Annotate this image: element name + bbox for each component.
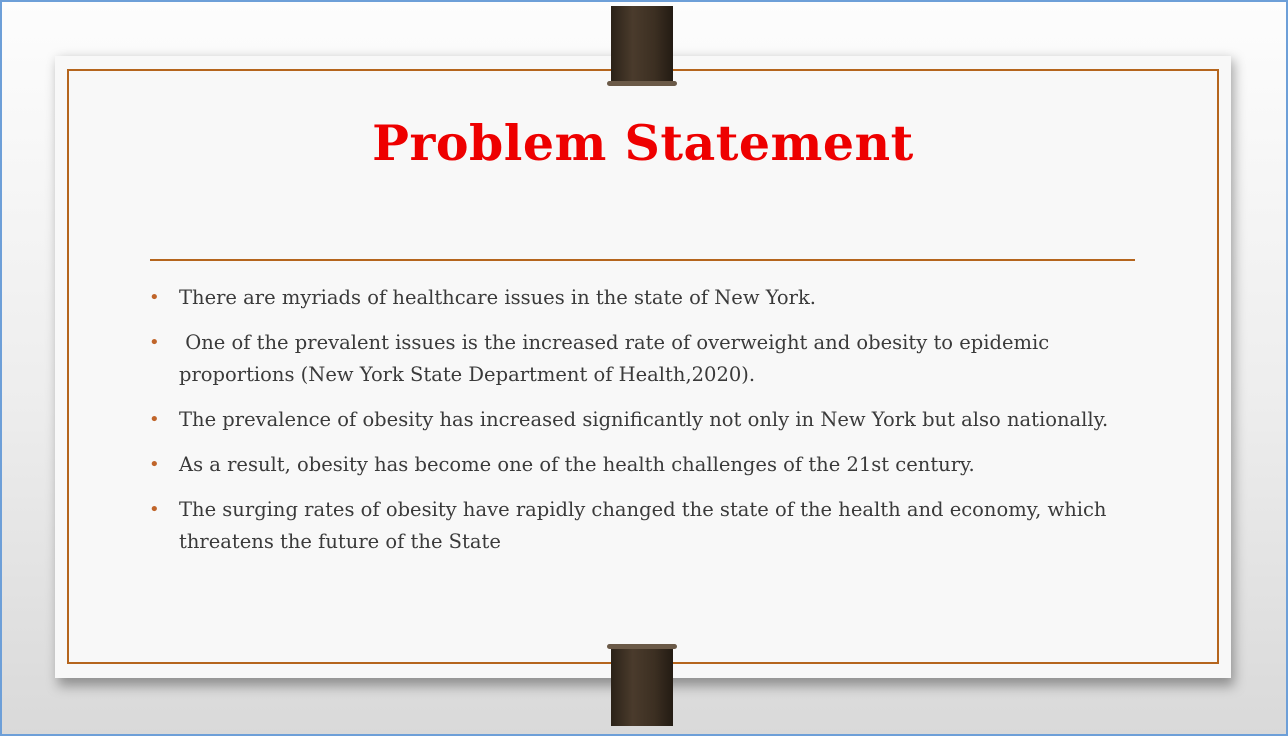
- bullet-item[interactable]: [149, 327, 1109, 391]
- bullet-item[interactable]: [149, 282, 1109, 314]
- bottom-strap-icon: [611, 646, 673, 726]
- bullet-item[interactable]: [149, 494, 1109, 558]
- bullet-icon: •: [149, 499, 160, 520]
- top-strap-icon: [611, 6, 673, 84]
- bullet-text: The prevalence of obesity has increased significantly not only in New York but also nationally.: [179, 408, 1109, 431]
- title-divider: [150, 259, 1135, 261]
- bullet-icon: •: [149, 332, 160, 353]
- bullet-text: As a result, obesity has become one of the health challenges of the 21st century.: [179, 453, 975, 476]
- bullet-text: There are myriads of healthcare issues in the state of New York.: [179, 286, 816, 309]
- bullet-list[interactable]: [149, 282, 1109, 571]
- bullet-icon: •: [149, 454, 160, 475]
- bullet-icon: •: [149, 409, 160, 430]
- slide-title[interactable]: Problem Statement: [372, 114, 914, 172]
- bullet-item[interactable]: [149, 404, 1109, 436]
- bullet-item[interactable]: [149, 449, 1109, 481]
- bullet-text: One of the prevalent issues is the increased rate of overweight and obesity to epidemic proportions (New York State Department of Health,2020).: [179, 331, 1056, 386]
- bottom-strap-cap: [607, 644, 677, 649]
- slide-card[interactable]: [55, 56, 1231, 678]
- bullet-text: The surging rates of obesity have rapidly changed the state of the health and economy, which threatens the future of the State: [179, 498, 1107, 553]
- bullet-icon: •: [149, 287, 160, 308]
- top-strap-cap: [607, 81, 677, 86]
